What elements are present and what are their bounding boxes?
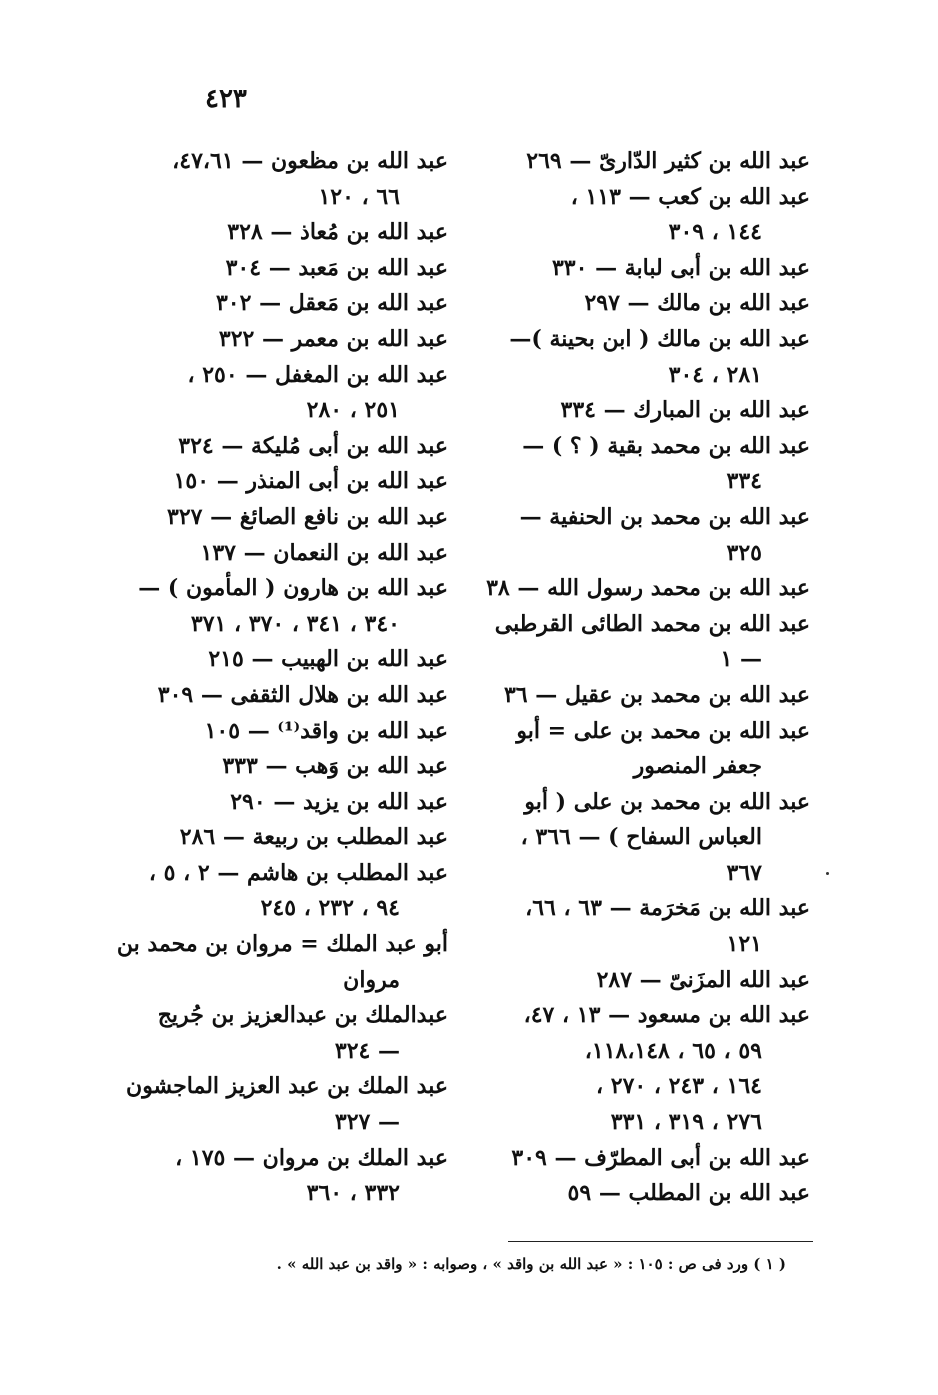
index-entry-right-line: ٢٨١ ، ٣٠٤ <box>668 361 762 388</box>
index-entry-left-line: ٣٤٠ ، ٣٤١ ، ٣٧٠ ، ٣٧١ <box>190 610 400 637</box>
index-entry-right-line: ١٤٤ ، ٣٠٩ <box>668 219 762 246</box>
index-entry-left-line: ٩٤ ، ٢٣٢ ، ٢٤٥ <box>260 895 400 922</box>
index-entry-right-line: عبد الله بن كعب — ١١٣ ، <box>570 183 810 210</box>
footnote-separator <box>508 1241 813 1242</box>
index-entry-left-line: ٢٥١ ، ٢٨٠ <box>306 397 400 424</box>
index-entry-right-line: عبد الله بن المطلب — ٥٩ <box>567 1180 810 1207</box>
index-entry-left-line: عبد الله بن مَعقل — ٣٠٢ <box>215 290 448 317</box>
index-entry-right-line: — ١ <box>720 646 762 673</box>
index-entry-right-line: عبد الله بن مالك — ٢٩٧ <box>584 290 810 317</box>
index-entry-right-line: عبد الله بن المبارك — ٣٣٤ <box>560 397 810 424</box>
index-entry-right-line: عبد الله بن كثير الدّارىّ — ٢٦٩ <box>526 148 810 174</box>
footnote: ( ١ ) ورد فى ص : ١٠٥ : « عبد الله بن واقد » ، وصوابه : « واقد بن عبد الله » . <box>276 1255 786 1273</box>
index-entry-left-line: عبدالملك بن عبدالعزيز بن جُريج <box>157 1002 448 1029</box>
index-entry-right-line: عبد الله بن محمد بقية ( ؟ ) — <box>522 432 810 459</box>
index-entry-left-line: عبد الله بن هلال الثقفى — ٣٠٩ <box>157 681 448 708</box>
index-entry-right-line: ٢٧٦ ، ٣١٩ ، ٣٣١ <box>610 1109 762 1136</box>
index-entry-left-line: — ٣٢٧ <box>334 1109 400 1136</box>
index-entry-right-line: عبد الله بن أبى المطرّف — ٣٠٩ <box>511 1144 810 1171</box>
index-entry-left-line: عبد الله بن وَهب — ٣٣٣ <box>222 753 448 780</box>
index-entry-left-line: أبو عبد الملك = مروان بن محمد بن <box>116 931 448 958</box>
index-entry-left-line: عبد الله بن النعمان — ١٣٧ <box>200 539 448 566</box>
index-entry-left-line: عبد الله بن الهبيب — ٢١٥ <box>208 646 448 673</box>
index-entry-right-line: ١٢١ <box>726 931 762 958</box>
index-entry-right-line: ٣٣٤ <box>726 468 762 495</box>
index-entry-right-line: عبد الله بن محمد الطائى القرطبى <box>494 610 810 637</box>
index-entry-left-line: ٦٦ ، ١٢٠ <box>318 183 400 210</box>
index-entry-left-line: عبد الملك بن عبد العزيز الماجشون <box>126 1073 448 1100</box>
index-entry-right-line: ٣٦٧ <box>726 859 762 886</box>
index-entry-left-line: عبد الله بن المغفل — ٢٥٠ ، <box>187 361 448 388</box>
index-entry-right-line: ٣٢٥ <box>726 539 762 566</box>
index-entry-right-line: عبد الله بن محمد بن عقيل — ٣٦ <box>503 681 810 708</box>
index-entry-left-line: عبد الملك بن مروان — ١٧٥ ، <box>175 1144 448 1171</box>
index-entry-right-line: عبد الله بن محمد بن على = أبو <box>516 717 810 744</box>
index-entry-right-line: عبد الله بن أبى لبابة — ٣٣٠ <box>551 254 810 281</box>
index-entry-left-line: عبد الله بن يزيد — ٢٩٠ <box>230 788 448 815</box>
index-entry-right-line: عبد الله بن محمد رسول الله — ٣٨ <box>486 575 810 602</box>
index-column-left <box>116 144 448 1212</box>
index-entry-right-line: عبد الله بن مالك ( ابن بحينة )— <box>509 325 810 352</box>
index-entry-left-line: عبد الله بن أبى المنذر — ١٥٠ <box>173 468 448 495</box>
page-number: ٤٢٣ <box>205 84 247 114</box>
index-entry-left-line: عبد الله بن هارون ( المأمون ) — <box>138 575 448 602</box>
index-entry-left-line: — ٣٢٤ <box>334 1037 400 1064</box>
index-entry-left-line: عبد الله بن واقد⁽¹⁾ — ١٠٥ <box>204 717 448 744</box>
index-entry-right-line: عبد الله بن مسعود — ١٣ ، ٤٧، <box>523 1002 810 1029</box>
index-entry-left-line: ٣٣٢ ، ٣٦٠ <box>306 1180 400 1207</box>
index-entry-right-line: عبد الله بن مَخرَمة — ٦٣ ، ٦٦، <box>525 895 810 922</box>
index-entry-right-line: عبد الله بن محمد بن على ( أبو <box>524 788 810 815</box>
index-entry-left-line: عبد الله بن مَعبد — ٣٠٤ <box>225 254 448 281</box>
index-entry-right-line: عبد الله المزَنىّ — ٢٨٧ <box>596 966 810 993</box>
index-entry-left-line: عبد الله بن مُعاذ — ٣٢٨ <box>227 219 448 246</box>
index-entry-left-line: عبد المطلب بن ربيعة — ٢٨٦ <box>179 824 448 851</box>
index-entry-left-line: عبد الله بن مظعون — ٤٧،٦١، <box>172 148 448 174</box>
index-entry-right-line: جعفر المنصور <box>633 753 762 780</box>
index-entry-left-line: عبد الله بن معمر — ٣٢٢ <box>218 325 448 352</box>
index-entry-right-line: العباس السفاح ) — ٣٦٦ ، <box>520 824 762 851</box>
index-entry-left-line: عبد الله بن نافع الصائغ — ٣٢٧ <box>167 503 448 530</box>
print-speck <box>826 872 829 875</box>
index-entry-left-line: عبد المطلب بن هاشم — ٢ ، ٥ ، <box>148 859 448 886</box>
index-entry-right-line: ٥٩ ، ٦٥ ، ١١٨،١٤٨، <box>584 1037 762 1064</box>
index-entry-left-line: عبد الله بن أبى مُليكة — ٣٢٤ <box>178 432 448 459</box>
index-column-right <box>486 144 810 1212</box>
index-entry-left-line: مروان <box>343 966 400 993</box>
index-entry-right-line: عبد الله بن محمد بن الحنفية — <box>519 503 810 530</box>
index-entry-right-line: ١٦٤ ، ٢٤٣ ، ٢٧٠ ، <box>596 1073 762 1100</box>
